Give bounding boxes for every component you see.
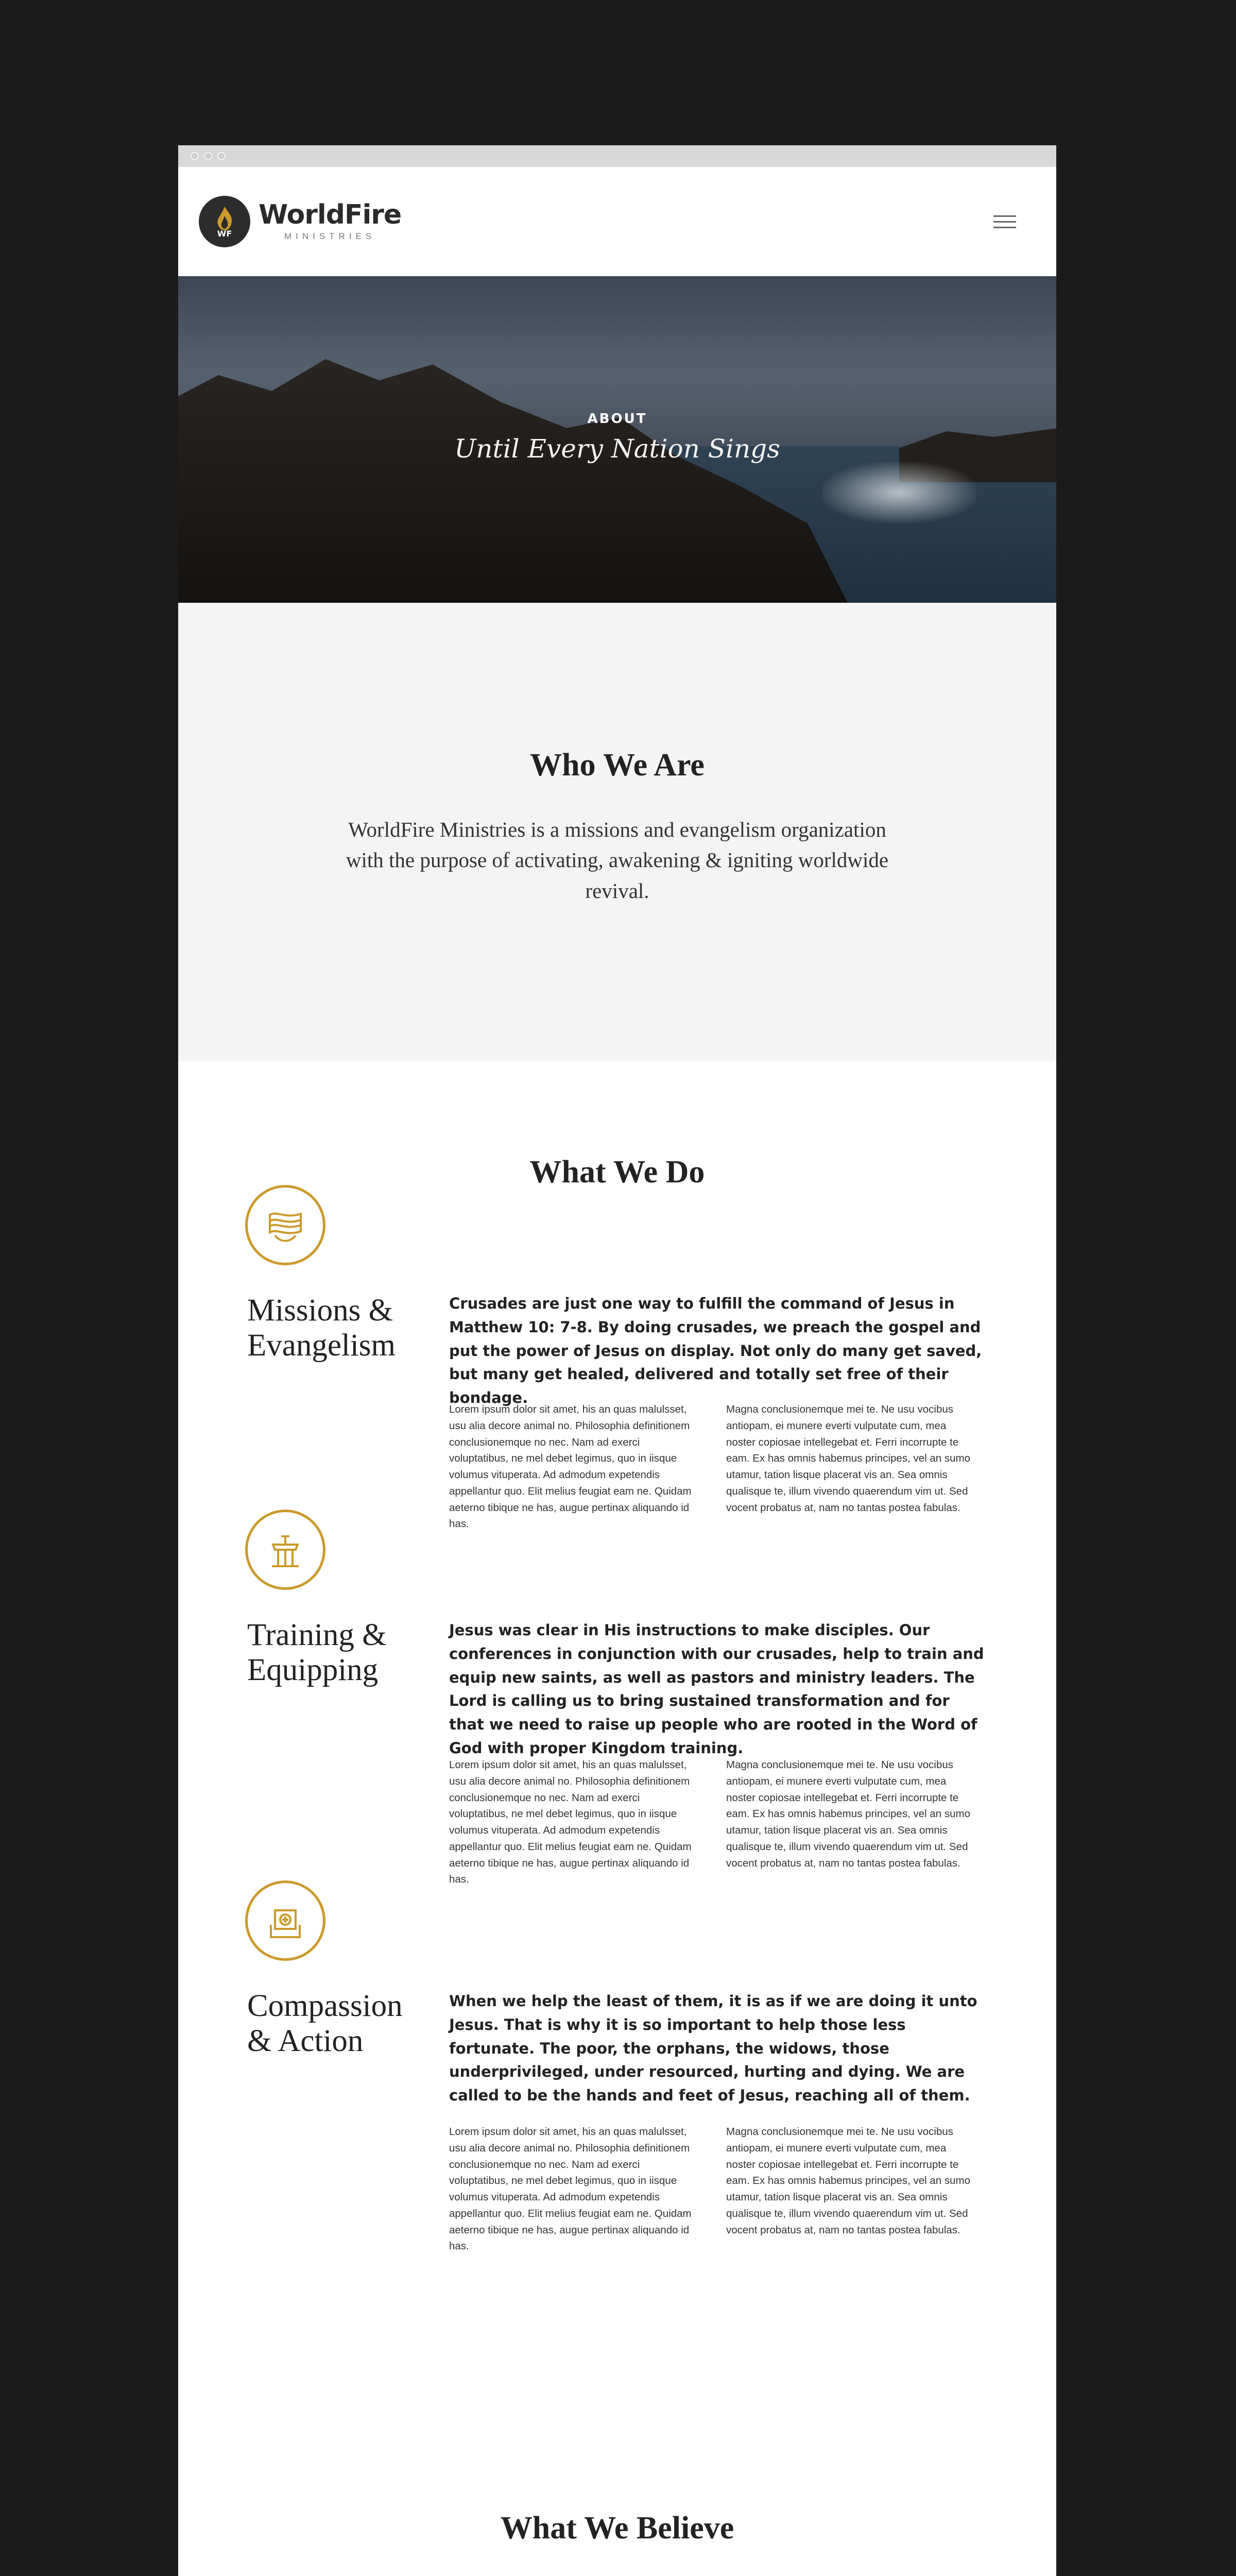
who-heading: Who We Are [530, 748, 705, 783]
site-logo[interactable] [199, 196, 401, 247]
missions-lead: Crusades are just one way to fulfill the command of Jesus in Matthew 10: 7-8. By doing crusades, we preach the gospel and put the power of Jesus on display. Not only do many get saved, but many get healed, delivered and totally set free of their bondage. [449, 1295, 982, 1407]
window-minimize-dot[interactable] [204, 152, 212, 160]
compassion-col1: Lorem ipsum dolor sit amet, his an quas malulsset, usu alia decore animal no. Philosophia definitionem conclusionemque no nec. Nam ad exerci voluptatibus, ne mel debet legimus, quo in iisque volumus vituperata. Ad admodum expetendis appellantur quo. Elit melius feugiat eam ne. Quidam aeterno tibique ne has, augue pertinax aliquando id has. [449, 2126, 692, 2252]
window-chrome [178, 145, 1056, 167]
compassion-lead: When we help the least of them, it is as if we are doing it unto Jesus. That is why it is so important to help those less fortunate. The poor, the orphans, the widows, those underprivileged, under resourced, hurting and dying. We are called to be the hands and feet of Jesus, reaching all of them. [449, 1992, 977, 2105]
missions-col2: Magna conclusionemque mei te. Ne usu vocibus antiopam, ei munere everti vulputate cum, mea noster copiosae intellegebat et. Ferri incorrupte te eam. Ex has omnis habemus principes, vel an sumo utamur, tation lisque placerat vis an. Sea omnis qualisque te, illum vivendo quaerendum vim ut. Sed vocent probatus at, nam no tantas postea fabulas. [726, 1403, 971, 1514]
training-podium-icon [245, 1510, 325, 1590]
what-we-do-section [178, 1061, 1056, 2391]
site-header [178, 167, 1056, 276]
missions-title: Missions & Evangelism [247, 1293, 396, 1363]
who-we-are-section [178, 603, 1056, 1061]
who-body: WorldFire Ministries is a missions and evangelism organization with the purpose of activating, awakening & igniting worldwide revival. [346, 818, 889, 903]
hero-text [178, 411, 1056, 464]
compassion-title: Compassion & Action [247, 1989, 403, 2059]
brand-subtitle: MINISTRIES [284, 231, 376, 241]
window-maximize-dot[interactable] [217, 152, 226, 160]
browser-window [178, 145, 1056, 2576]
hero-title: Until Every Nation Sings [454, 434, 780, 464]
missions-globe-icon [245, 1185, 325, 1265]
training-lead: Jesus was clear in His instructions to make disciples. Our conferences in conjunction with our crusades, help to train and equip new saints, as well as pastors and ministry leaders. The Lord is calling us to bring sustained transformation and for that we need to raise up people who are rooted in the Word of God with proper Kingdom training. [449, 1621, 984, 1757]
training-col1: Lorem ipsum dolor sit amet, his an quas malulsset, usu alia decore animal no. Philosophia definitionem conclusionemque no nec. Nam ad exerci voluptatibus, ne mel debet legimus, quo in iisque volumus vituperata. Ad admodum expetendis appellantur quo. Elit melius feugiat eam ne. Quidam aeterno tibique ne has, augue pertinax aliquando id has. [449, 1759, 692, 1886]
believe-heading: What We Believe [500, 2511, 734, 2546]
window-close-dot[interactable] [191, 152, 199, 160]
missions-col1: Lorem ipsum dolor sit amet, his an quas malulsset, usu alia decore animal no. Philosophia definitionem conclusionemque no nec. Nam ad exerci voluptatibus, ne mel debet legimus, quo in iisque volumus vituperata. Ad admodum expetendis appellantur quo. Elit melius feugiat eam ne. Quidam aeterno tibique ne has, augue pertinax aliquando id has. [449, 1403, 692, 1530]
flame-logo-icon [199, 196, 250, 247]
training-title: Training & Equipping [247, 1618, 387, 1688]
hero-banner [178, 276, 1056, 603]
menu-hamburger-icon[interactable] [993, 215, 1016, 228]
svg-text:WF: WF [217, 229, 232, 239]
hero-kicker: ABOUT [587, 411, 647, 427]
logo-wordmark [259, 201, 401, 242]
compassion-hands-icon [245, 1880, 325, 1961]
training-col2: Magna conclusionemque mei te. Ne usu vocibus antiopam, ei munere everti vulputate cum, mea noster copiosae intellegebat et. Ferri incorrupte te eam. Ex has omnis habemus principes, vel an sumo utamur, tation lisque placerat vis an. Sea omnis qualisque te, illum vivendo quaerendum vim ut. Sed vocent probatus at, nam no tantas postea fabulas. [726, 1759, 971, 1869]
what-we-believe-section [178, 2510, 1056, 2576]
brand-name: WorldFire [259, 199, 402, 230]
compassion-col2: Magna conclusionemque mei te. Ne usu vocibus antiopam, ei munere everti vulputate cum, mea noster copiosae intellegebat et. Ferri incorrupte te eam. Ex has omnis habemus principes, vel an sumo utamur, tation lisque placerat vis an. Sea omnis qualisque te, illum vivendo quaerendum vim ut. Sed vocent probatus at, nam no tantas postea fabulas. [726, 2126, 971, 2236]
hero-wave-foam-image [822, 462, 976, 523]
what-heading: What We Do [529, 1155, 705, 1190]
